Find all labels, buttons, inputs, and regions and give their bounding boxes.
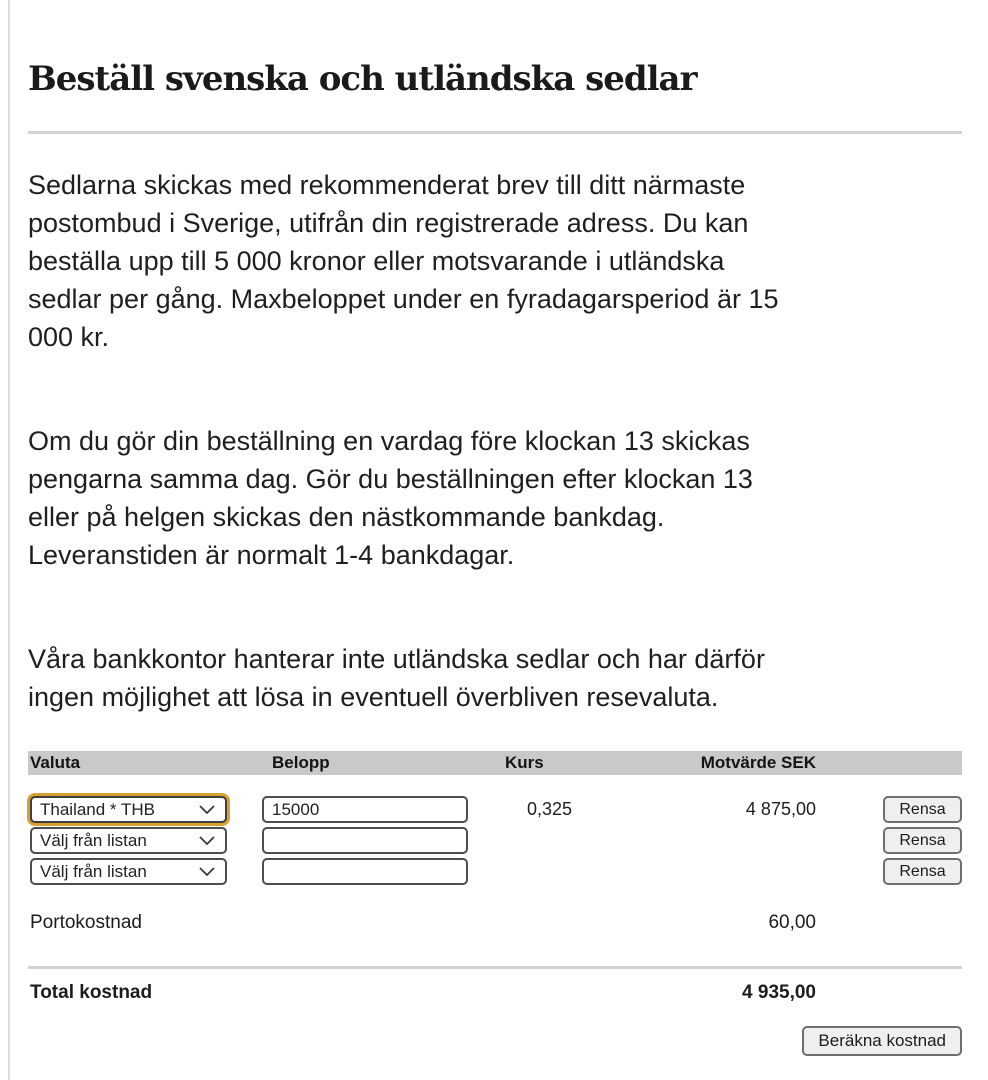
currency-table-header bbox=[28, 751, 962, 775]
postage-value: 60,00 bbox=[768, 912, 816, 933]
paragraph-line: Våra bankkontor hanterar inte utländska sedlar och har därför bbox=[28, 644, 765, 674]
currency-select-1-value: Thailand * THB bbox=[40, 799, 155, 819]
chevron-down-icon bbox=[199, 836, 215, 845]
header-motvarde-sek: Motvärde SEK bbox=[700, 753, 816, 772]
clear-button-1[interactable]: Rensa bbox=[883, 796, 962, 823]
paragraph-line: ingen möjlighet att lösa in eventuell överbliven resevaluta. bbox=[28, 682, 719, 712]
sek-value-1: 4 875,00 bbox=[745, 799, 816, 819]
paragraph-line: sedlar per gång. Maxbeloppet under en fyradagarsperiod är 15 bbox=[28, 284, 779, 314]
paragraph-timing-info bbox=[28, 422, 962, 574]
paragraph-line: 000 kr. bbox=[28, 322, 110, 352]
calculate-cost-button[interactable]: Beräkna kostnad bbox=[802, 1026, 962, 1056]
header-valuta: Valuta bbox=[30, 753, 81, 772]
amount-input-1[interactable] bbox=[262, 796, 468, 823]
postage-label: Portokostnad bbox=[30, 912, 142, 933]
currency-select-3[interactable] bbox=[30, 858, 227, 885]
total-divider bbox=[28, 966, 962, 969]
currency-row-3 bbox=[28, 858, 962, 885]
amount-input-2[interactable] bbox=[262, 827, 468, 854]
currency-table-rows bbox=[28, 796, 962, 885]
clear-button-2[interactable]: Rensa bbox=[883, 827, 962, 854]
paragraph-line: Om du gör din beställning en vardag före klockan 13 skickas bbox=[28, 426, 750, 456]
paragraph-line: Sedlarna skickas med rekommenderat brev till ditt närmaste bbox=[28, 170, 746, 200]
rate-value-1: 0,325 bbox=[527, 799, 573, 819]
clear-button-3[interactable]: Rensa bbox=[883, 858, 962, 885]
actions-row bbox=[28, 1026, 962, 1056]
amount-input-3[interactable] bbox=[262, 858, 468, 885]
left-page-rule bbox=[8, 0, 10, 1080]
paragraph-branch-info bbox=[28, 640, 962, 716]
currency-select-1[interactable] bbox=[30, 796, 227, 823]
total-row bbox=[28, 981, 962, 1005]
currency-row-2 bbox=[28, 827, 962, 854]
order-banknotes-page bbox=[28, 0, 962, 1056]
paragraph-line: postombud i Sverige, utifrån din registrerade adress. Du kan bbox=[28, 208, 749, 238]
currency-select-3-value: Välj från listan bbox=[40, 861, 147, 881]
paragraph-delivery-info bbox=[28, 166, 962, 356]
title-divider bbox=[28, 131, 962, 134]
paragraph-line: beställa upp till 5 000 kronor eller motsvarande i utländska bbox=[28, 246, 725, 276]
paragraph-line: pengarna samma dag. Gör du beställningen efter klockan 13 bbox=[28, 464, 753, 494]
total-label: Total kostnad bbox=[30, 982, 153, 1003]
postage-row bbox=[28, 911, 962, 935]
paragraph-line: eller på helgen skickas den nästkommande bankdag. bbox=[28, 502, 665, 532]
chevron-down-icon bbox=[199, 805, 215, 814]
currency-select-2[interactable] bbox=[30, 827, 227, 854]
page-title: Beställ svenska och utländska sedlar bbox=[28, 59, 697, 99]
header-belopp: Belopp bbox=[272, 753, 330, 772]
paragraph-line: Leveranstiden är normalt 1-4 bankdagar. bbox=[28, 540, 515, 570]
currency-select-2-value: Välj från listan bbox=[40, 830, 147, 850]
chevron-down-icon bbox=[199, 867, 215, 876]
total-value: 4 935,00 bbox=[742, 982, 816, 1003]
currency-row-1 bbox=[28, 796, 962, 823]
header-kurs: Kurs bbox=[505, 753, 544, 772]
